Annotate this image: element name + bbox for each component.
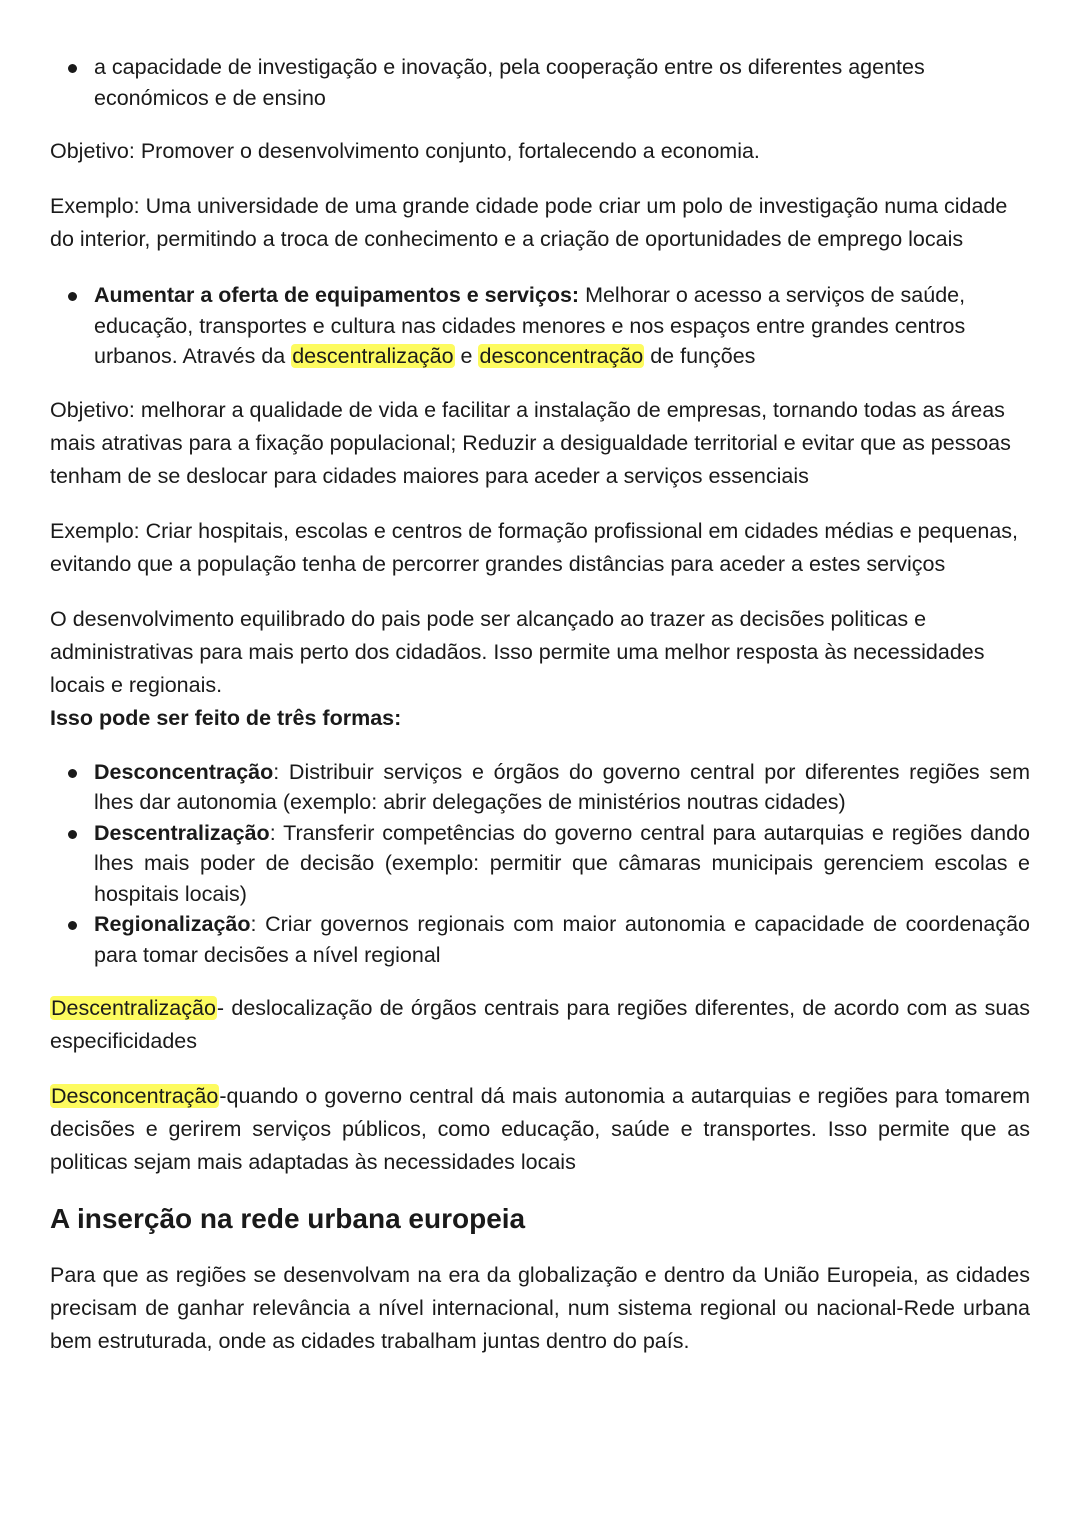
forma-term: Descentralização (94, 820, 270, 845)
exemplo-paragraph-2: Exemplo: Criar hospitais, escolas e centros de formação profissional em cidades médias e pequenas, evitando que a população tenha de percorrer grandes distâncias para aceder a estes serviços (50, 518, 1018, 576)
bullet-text: a capacidade de investigação e inovação, pela cooperação entre os diferentes agentes económicos e de ensino (94, 55, 925, 110)
section-heading: A inserção na rede urbana europeia (50, 1203, 526, 1234)
forma-desc: : Transferir competências do governo central para autarquias e regiões dando lhes mais poder de decisão (exemplo: permitir que câmaras municipais gerenciem escolas e hospitais locais) (94, 820, 1030, 906)
definition-desconcentracao (50, 1080, 1030, 1179)
formas-bullet-list (50, 757, 1030, 971)
forma-desc: : Distribuir serviços e órgãos do governo central por diferentes regiões sem lhes dar autonomia (exemplo: abrir delegações de ministérios noutras cidades) (94, 759, 1030, 814)
bullet-text: de funções (644, 344, 756, 368)
forma-item-regionalizacao (94, 909, 1030, 970)
forma-desc: : Criar governos regionais com maior autonomia e capacidade de coordenação para tomar decisões a nível regional (94, 912, 1030, 967)
highlight-descentralizacao: descentralização (292, 344, 454, 368)
rede-urbana-paragraph: Para que as regiões se desenvolvam na era da globalização e dentro da União Europeia, as cidades precisam de ganhar relevância a nível internacional, num sistema regional ou nacional-Rede urbana bem estruturada, onde as cidades trabalham juntas dentro do país. (50, 1263, 1030, 1353)
forma-item-desconcentracao (94, 757, 1030, 818)
exemplo-paragraph-1: Exemplo: Uma universidade de uma grande cidade pode criar um polo de investigação numa cidade do interior, permitindo a troca de conhecimento e a criação de oportunidades de emprego locais (50, 194, 1008, 251)
definition-text: - deslocalização de órgãos centrais para regiões diferentes, de acordo com as suas especificidades (50, 996, 1030, 1053)
forma-term: Desconcentração (94, 759, 274, 784)
forma-term: Regionalização (94, 912, 251, 936)
forma-item-descentralizacao (94, 818, 1030, 910)
bullet-text: Melhorar o acesso a serviços de saúde, educação, transportes e cultura nas cidades menores e nos espaços entre grandes centros urbanos. Através da (94, 283, 966, 368)
bullet-investigacao (94, 52, 1030, 113)
definition-descentralizacao (50, 992, 1030, 1058)
definition-text: -quando o governo central dá mais autonomia a autarquias e regiões para tomarem decisões e gerirem serviços públicos, como educação, saúde e transportes. Isso permite que as politicas sejam mais adaptadas às necessidades locais (50, 1084, 1030, 1174)
tres-formas-title: Isso pode ser feito de três formas: (50, 705, 402, 730)
objetivo-paragraph-2: Objetivo: melhorar a qualidade de vida e facilitar a instalação de empresas, tornando todas as áreas mais atrativas para a fixação populacional; Reduzir a desigualdade territorial e evitar que as pessoas tenham de se deslocar para cidades maiores para aceder a serviços essenciais (50, 397, 1011, 488)
highlight-term: Desconcentração (51, 1084, 219, 1108)
bullet-text: e (454, 344, 479, 368)
intro-bullet-list (50, 52, 1030, 113)
bullet-equipamentos (94, 280, 1030, 372)
desenvolvimento-paragraph: O desenvolvimento equilibrado do pais pode ser alcançado ao trazer as decisões politicas e administrativas para mais perto dos cidadãos. Isso permite uma melhor resposta às necessidades locais e regionais. (50, 606, 985, 697)
objetivo-paragraph-1: Objetivo: Promover o desenvolvimento conjunto, fortalecendo a economia. (50, 139, 760, 163)
highlight-term: Descentralização (51, 996, 216, 1020)
bullet-bold-label: Aumentar a oferta de equipamentos e serviços: (94, 283, 580, 307)
highlight-desconcentracao: desconcentração (479, 344, 644, 368)
equipamentos-bullet-list (50, 280, 1030, 372)
